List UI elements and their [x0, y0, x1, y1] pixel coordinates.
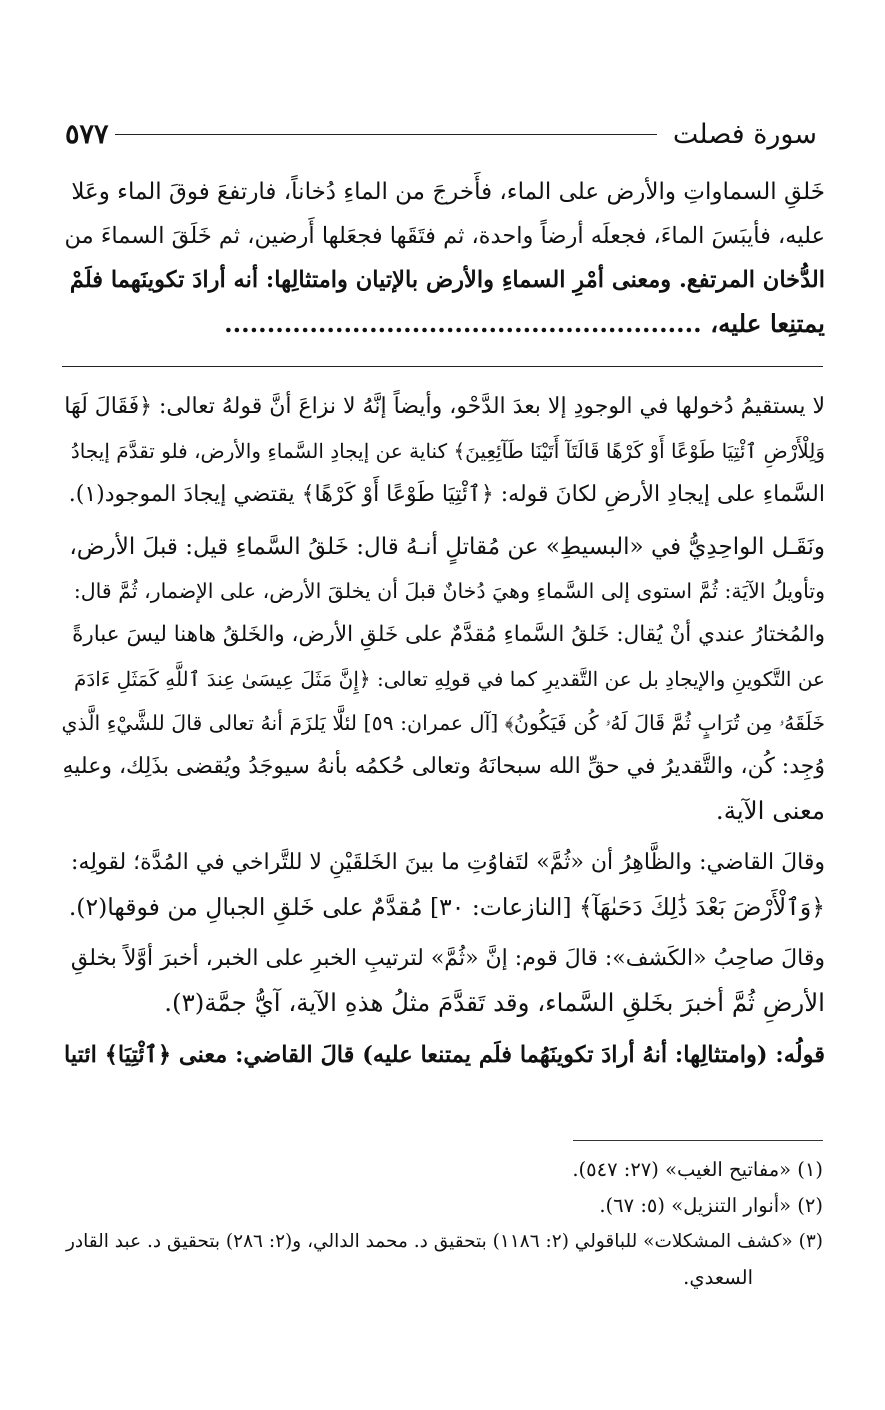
commentary-line: الأرضِ ثُمَّ أخبرَ بخَلقِ السَّماء، وقد تَقدَّمَ مثلُ هذهِ الآية، آيُّ جمَّة(٣).: [164, 988, 825, 1017]
commentary: [60, 385, 825, 1077]
commentary-line: ونَقَـل الواحِدِيُّ في «البسيطِ» عن مُقاتلٍ أنـهُ قال: خَلقُ السَّماءِ قيل: قبلَ الأرض،: [69, 534, 825, 560]
commentary-line: معنى الآية.: [715, 796, 825, 825]
footnote-rule: [573, 1140, 823, 1141]
main-text-line: عليه، فأيبَسَ الماءَ، فجعلَه أرضاً واحدة، ثم فتَقَها فجعَلها أَرضين، ثم خَلَقَ السماءَ من: [64, 223, 825, 249]
commentary-line: لا يستقيمُ دُخولها في الوجودِ إلا بعدَ الدَّحْو، وأيضاً إنَّهُ لا نزاعَ أنَّ قولهُ تعالى: ﴿فَقَالَ لَهَا: [64, 394, 825, 419]
commentary-paragraph: [60, 525, 825, 833]
section-divider: [62, 366, 823, 367]
main-text-line: خَلقِ السماواتِ والأرض على الماء، فأَخرجَ من الماءِ دُخاناً، فارتفعَ فوقَ الماء وعَلا: [71, 179, 825, 205]
commentary-line: وَلِلْأَرْضِ ٱئْتِيَا طَوْعًا أَوْ كَرْهًا قَالَتَآ أَتَيْنَا طَآئِعِينَ﴾ كناية عن إيجادِ السَّماءِ والأرض، فلو تقدَّمَ إيجادُ: [70, 439, 825, 463]
footnote: (١) «مفاتيح الغيب» (٢٧: ٥٤٧).: [572, 1158, 823, 1181]
commentary-line: ﴿وَٱلْأَرْضَ بَعْدَ ذَٰلِكَ دَحَىٰهَآ﴾ [النازعات: ٣٠] مُقدَّمٌ على خَلقِ الجبالِ من فوقها(٢).: [68, 893, 825, 921]
commentary-line: قولُه: (وامتثالِها: أنهُ أرادَ تكوينَهُما فلَم يمتنعا عليه) قالَ القاضي: معنى ﴿ٱئْتِيَا﴾ ائتيا: [63, 1042, 825, 1068]
footnote-continuation: السعدي.: [683, 1266, 753, 1289]
commentary-line: وتأويلُ الآيَة: ثُمَّ استوى إلى السَّماءِ وهيَ دُخانٌ قبلَ أن يخلقَ الأرض، على الإضمار، ثُمَّ قال:: [73, 579, 825, 603]
main-text-line: يمتنِعا عليه، ........................................................: [224, 309, 825, 338]
commentary-paragraph: [60, 841, 825, 929]
commentary-paragraph: [60, 1033, 825, 1077]
main-text-line: الدُّخان المرتفع. ومعنى أمْرِ السماءِ والأرض بالإتيان وامتثالِها: أنه أرادَ تكوينَهما فلَمْ: [69, 267, 825, 293]
header-rule: [115, 134, 657, 135]
commentary-line: السَّماءِ على إيجادِ الأرضِ لكانَ قوله: ﴿ٱئْتِيَا طَوْعًا أَوْ كَرْهًا﴾ يقتضي إيجادَ الموجود(١).: [68, 482, 825, 507]
commentary-line: عن التَّكوينِ والإيجادِ بل عن التَّقديرِ كما في قولِهِ تعالى: ﴿إِنَّ مَثَلَ عِيسَىٰ عِندَ ٱللَّهِ كَمَثَلِ ءَادَمَ: [73, 667, 825, 691]
page-number: ٥٧٧: [65, 118, 109, 150]
page-header: [65, 112, 817, 156]
commentary-line: وقالَ القاضي: والظَّاهِرُ أن «ثُمَّ» لتَفاوُتِ ما بينَ الخَلقَيْنِ لا للتَّراخي في المُدَّة؛ لقولِه:: [71, 850, 825, 875]
surah-title: سورة فصلت: [672, 118, 817, 150]
footnotes: [60, 1152, 823, 1296]
commentary-line: والمُختارُ عندي أنْ يُقال: خَلقُ السَّماءِ مُقدَّمٌ على خَلقِ الأرض، والخَلقُ هاهنا ليسَ عبارةً: [72, 622, 825, 647]
main-text: [60, 170, 825, 346]
footnote: (٣) «كشف المشكلات» للباقولي (٢: ١١٨٦) بتحقيق د. محمد الدالي، و(٢: ٢٨٦) بتحقيق د. عبد القادر: [65, 1231, 823, 1252]
commentary-line: خَلَقَهُۥ مِن تُرَابٍ ثُمَّ قَالَ لَهُۥ كُن فَيَكُونُ﴾ [آل عمران: ٥٩] لئلَّا يَلزَمَ أنهُ تعالى قالَ للشَّيْءِ الَّذي: [61, 711, 825, 735]
commentary-paragraph: [60, 937, 825, 1025]
commentary-paragraph: [60, 385, 825, 517]
commentary-line: وُجِد: كُن، والتَّقديرُ في حقِّ الله سبحانَهُ وتعالى حُكمُه بأنهُ سيوجَدُ ويُقضى بذَلِك، وعليهِ: [62, 754, 825, 779]
footnote: (٢) «أنوار التنزيل» (٥: ٦٧).: [599, 1194, 823, 1217]
commentary-line: وقالَ صاحِبُ «الكَشف»: قالَ قوم: إنَّ «ثُمَّ» لترتيبِ الخبرِ على الخبر، أخبرَ أوَّلاً بخلقِ: [70, 946, 825, 971]
